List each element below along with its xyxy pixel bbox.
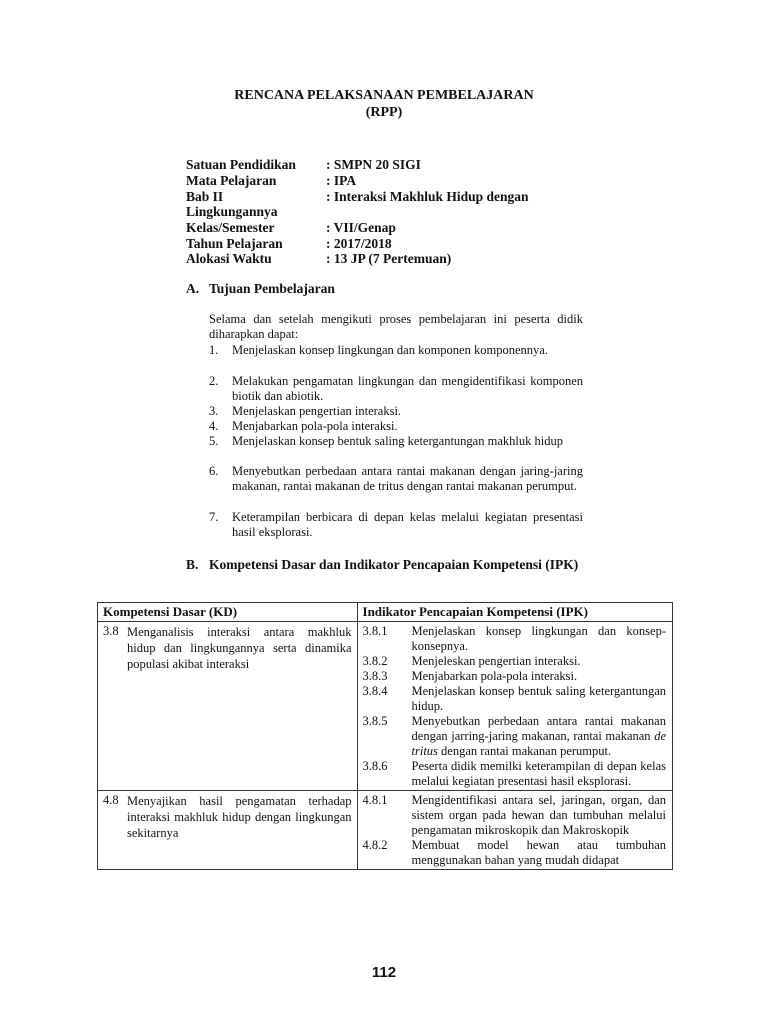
objective-number: 5. (209, 434, 219, 448)
kd-text: Menyajikan hasil pengamatan terhadap interaksi makhluk hidup dengan lingkungan sekitarnya (127, 794, 352, 840)
section-a-title: Tujuan Pembelajaran (209, 281, 335, 296)
ipk-item (363, 714, 666, 759)
ipk-code: 4.8.2 (362, 838, 388, 852)
identity-value: : 13 JP (7 Pertemuan) (326, 251, 452, 266)
table-header-row (98, 603, 673, 622)
objective-item (209, 464, 583, 494)
objective-text: Keterampilan berbicara di depan kelas melalui kegiatan presentasi hasil eksplorasi. (232, 510, 583, 539)
document-subtitle: (RPP) (365, 105, 403, 120)
identity-label: Kelas/Semester (186, 220, 275, 235)
ipk-text: Menjelaskan konsep lingkungan dan konsep-konsepnya. (411, 624, 666, 653)
identity-label: Lingkungannya (186, 204, 278, 219)
objective-text: Melakukan pengamatan lingkungan dan mengidentifikasi komponen biotik dan abiotik. (232, 374, 583, 403)
ipk-cell (357, 791, 672, 870)
competency-table (97, 602, 673, 870)
kd-column-header: Kompetensi Dasar (KD) (98, 603, 358, 622)
ipk-code: 3.8.6 (362, 759, 388, 773)
kd-code: 3.8 (103, 624, 119, 638)
ipk-item (363, 624, 666, 654)
objective-text: Menjelaskan konsep bentuk saling ketergantungan makhluk hidup (232, 434, 563, 448)
identity-label: Tahun Pelajaran (186, 236, 283, 251)
ipk-code: 4.8.1 (362, 793, 388, 807)
objective-text: Menjelaskan konsep lingkungan dan komponen komponennya. (232, 343, 548, 357)
document-title: RENCANA PELAKSANAAN PEMBELAJARAN (234, 88, 534, 103)
ipk-text-italic: de tritus (411, 729, 666, 758)
ipk-text: Menjabarkan pola-pola interaksi. (411, 669, 578, 683)
objective-number: 1. (209, 343, 219, 357)
objective-number: 6. (209, 464, 219, 478)
identity-label: Mata Pelajaran (186, 173, 277, 188)
objective-item (209, 510, 583, 540)
kd-code: 4.8 (103, 793, 119, 807)
objective-text: Menyebutkan perbedaan antara rantai makanan dengan jaring-jaring makanan, rantai makanan de tritus dengan rantai makanan perumput. (232, 464, 583, 493)
identity-value: : VII/Genap (326, 220, 396, 235)
objective-text: Menjelaskan pengertian interaksi. (232, 404, 402, 418)
objective-item (209, 404, 583, 419)
identity-label: Alokasi Waktu (186, 251, 272, 266)
section-b-title: Kompetensi Dasar dan Indikator Pencapaian Kompetensi (IPK) (209, 557, 579, 572)
objective-number: 3. (209, 404, 219, 418)
section-a-number: A. (186, 281, 200, 296)
ipk-cell (357, 622, 672, 791)
ipk-code: 3.8.1 (362, 624, 388, 638)
table-row (98, 622, 673, 791)
ipk-text: Menjeleskan pengertian interaksi. (411, 654, 581, 668)
ipk-text-part: dengan rantai makanan perumput. (437, 744, 612, 758)
ipk-item (363, 793, 666, 838)
section-a-intro: Selama dan setelah mengikuti proses pembelajaran ini peserta didik diharapkan dapat: (209, 312, 583, 341)
ipk-text-part: Menyebutkan perbedaan antara rantai makanan dengan jarring-jaring makanan, rantai makanan (411, 714, 666, 743)
objective-item (209, 434, 583, 449)
objective-item (209, 374, 583, 404)
ipk-item (363, 684, 666, 714)
ipk-text: Menjelaskan konsep bentuk saling ketergantungan hidup. (411, 684, 666, 713)
identity-value: : SMPN 20 SIGI (326, 157, 421, 172)
objective-number: 7. (209, 510, 219, 524)
objective-text: Menjabarkan pola-pola interaksi. (232, 419, 398, 433)
objective-item (209, 343, 583, 358)
ipk-item (363, 838, 666, 868)
section-b-number: B. (186, 557, 199, 572)
identity-value: : Interaksi Makhluk Hidup dengan (326, 189, 529, 204)
ipk-text: Membuat model hewan atau tumbuhan menggunakan bahan yang mudah didapat (411, 838, 666, 867)
identity-label: Satuan Pendidikan (186, 157, 296, 172)
ipk-text (412, 714, 666, 759)
objective-number: 2. (209, 374, 219, 388)
ipk-text: Peserta didik memilki keterampilan di depan kelas melalui kegiatan presentasi hasil eksplorasi. (411, 759, 666, 788)
objective-item (209, 419, 583, 434)
ipk-column-header: Indikator Pencapaian Kompetensi (IPK) (357, 603, 672, 622)
identity-value: : IPA (326, 173, 357, 188)
kd-cell (98, 791, 358, 870)
page-number: 112 (371, 964, 397, 981)
identity-label: Bab II (186, 189, 224, 204)
kd-cell (98, 622, 358, 791)
ipk-code: 3.8.5 (362, 714, 388, 728)
objective-number: 4. (209, 419, 219, 433)
ipk-item (363, 669, 666, 684)
ipk-item (363, 654, 666, 669)
table-row (98, 791, 673, 870)
ipk-code: 3.8.4 (362, 684, 388, 698)
ipk-text: Mengidentifikasi antara sel, jaringan, organ, dan sistem organ pada hewan dan tumbuhan melalui pengamatan mikroskopik dan Makroskopik (411, 793, 666, 837)
ipk-code: 3.8.2 (362, 654, 388, 668)
ipk-item (363, 759, 666, 789)
identity-value: : 2017/2018 (326, 236, 392, 251)
ipk-code: 3.8.3 (362, 669, 388, 683)
kd-text: Menganalisis interaksi antara makhluk hidup dan lingkungannya serta dinamika populasi akibat interaksi (127, 625, 352, 671)
